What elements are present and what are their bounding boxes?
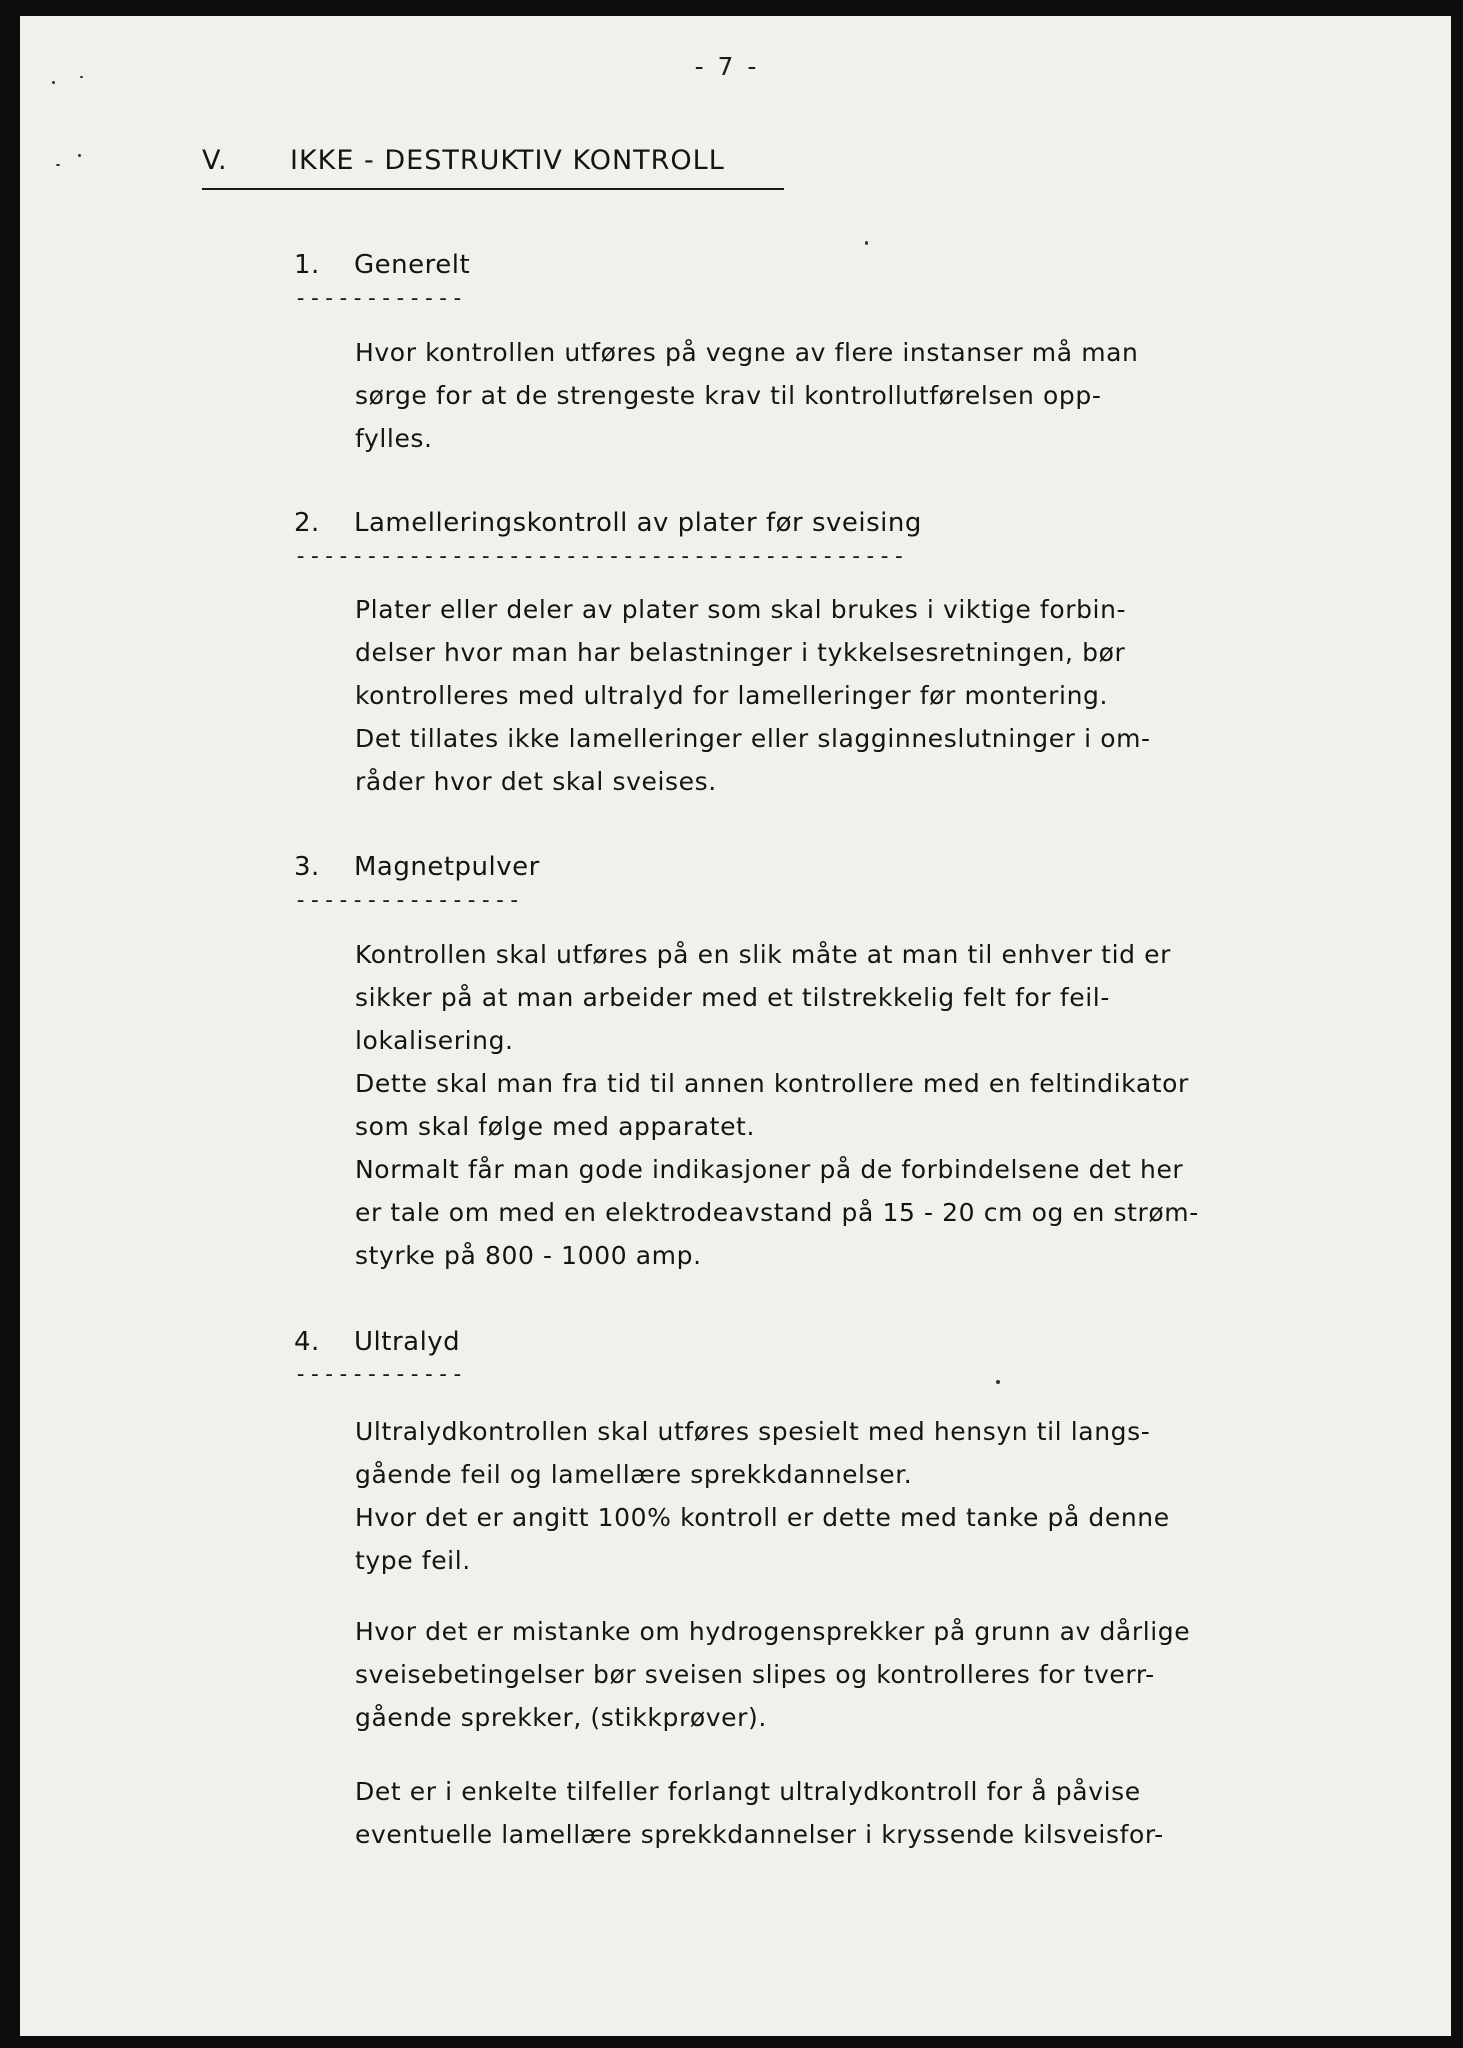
text-line: Ultralydkontrollen skal utføres spesielt med hensyn til langs- <box>355 1417 1151 1446</box>
text-line: som skal følge med apparatet. <box>355 1112 755 1141</box>
scan-speck <box>78 154 81 157</box>
text-line: råder hvor det skal sveises. <box>355 767 717 796</box>
text-line: kontrolleres med ultralyd for lamelleringer før montering. <box>355 681 1109 710</box>
text-line: Det er i enkelte tilfeller forlangt ultralydkontroll for å påvise <box>355 1777 1141 1806</box>
section-heading-lamelleringskontroll <box>294 508 922 538</box>
chapter-title: IKKE - DESTRUKTIV KONTROLL <box>290 145 725 176</box>
chapter-numeral: V. <box>202 145 228 176</box>
section-4-paragraph-3 <box>355 1770 1164 1856</box>
text-line: sikker på at man arbeider med et tilstrekkelig felt for feil- <box>355 983 1110 1012</box>
text-line: Hvor det er angitt 100% kontroll er dette med tanke på denne <box>355 1503 1170 1532</box>
scan-speck <box>865 241 868 245</box>
text-line: eventuelle lamellære sprekkdannelser i kryssende kilsveisfor- <box>355 1820 1164 1849</box>
section-4-paragraph-2 <box>355 1610 1190 1739</box>
section-title: Magnetpulver <box>354 852 540 882</box>
section-number: 4. <box>294 1327 320 1357</box>
section-heading-magnetpulver <box>294 852 540 882</box>
section-3-paragraph <box>355 933 1199 1277</box>
text-line: fylles. <box>355 424 433 453</box>
chapter-heading <box>202 145 784 190</box>
text-line: er tale om med en elektrodeavstand på 15 - 20 cm og en strøm- <box>355 1198 1199 1227</box>
text-line: gående feil og lamellære sprekkdannelser. <box>355 1460 913 1489</box>
section-underline: ------------ <box>294 286 465 311</box>
section-heading-ultralyd <box>294 1327 460 1357</box>
section-2-paragraph <box>355 588 1151 803</box>
scan-speck <box>56 164 60 166</box>
section-number: 2. <box>294 508 320 538</box>
scan-speck <box>80 76 83 78</box>
text-line: sveisebetingelser bør sveisen slipes og kontrolleres for tverr- <box>355 1660 1155 1689</box>
text-line: Dette skal man fra tid til annen kontrollere med en feltindikator <box>355 1069 1189 1098</box>
text-line: Hvor kontrollen utføres på vegne av flere instanser må man <box>355 338 1139 367</box>
text-line: type feil. <box>355 1546 471 1575</box>
section-title: Lamelleringskontroll av plater før sveising <box>354 508 922 538</box>
section-number: 1. <box>294 250 320 280</box>
section-underline: ---------------- <box>294 888 522 913</box>
text-line: sørge for at de strengeste krav til kontrollutførelsen opp- <box>355 381 1102 410</box>
text-line: Normalt får man gode indikasjoner på de forbindelsene det her <box>355 1155 1184 1184</box>
text-line: lokalisering. <box>355 1026 514 1055</box>
section-1-paragraph <box>355 331 1139 460</box>
text-line: delser hvor man har belastninger i tykkelsesretningen, bør <box>355 638 1126 667</box>
section-title: Ultralyd <box>354 1327 461 1357</box>
section-number: 3. <box>294 852 320 882</box>
section-underline: ------------ <box>294 1362 465 1387</box>
text-line: Kontrollen skal utføres på en slik måte at man til enhver tid er <box>355 940 1171 969</box>
scan-speck <box>52 81 55 84</box>
text-line: styrke på 800 - 1000 amp. <box>355 1241 702 1270</box>
text-line: gående sprekker, (stikkprøver). <box>355 1703 767 1732</box>
page-number: - 7 - <box>694 52 760 81</box>
text-line: Det tillates ikke lamelleringer eller slagginneslutninger i om- <box>355 724 1151 753</box>
text-line: Plater eller deler av plater som skal brukes i viktige forbin- <box>355 595 1127 624</box>
text-line: Hvor det er mistanke om hydrogensprekker på grunn av dårlige <box>355 1617 1191 1646</box>
section-underline: ------------------------------------------- <box>294 544 907 569</box>
scan-speck <box>996 1380 1000 1384</box>
section-heading-generelt <box>294 250 470 280</box>
section-4-paragraph-1 <box>355 1410 1170 1582</box>
section-title: Generelt <box>354 250 471 280</box>
